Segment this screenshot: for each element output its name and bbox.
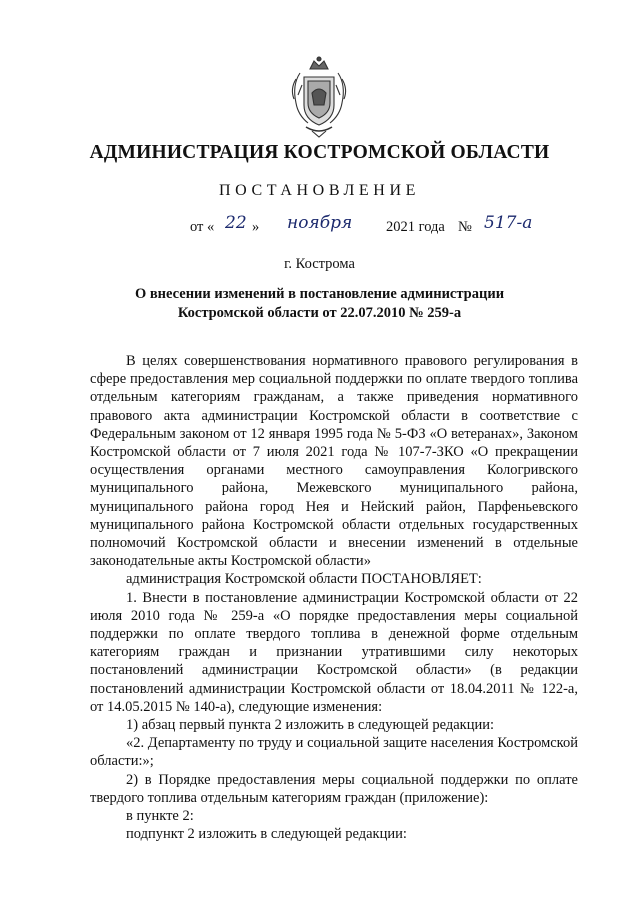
coat-of-arms-icon: [288, 55, 350, 140]
paragraph-subitem-1: 1) абзац первый пункта 2 изложить в следующей редакции:: [126, 717, 495, 734]
title-line: Костромской области от 22.07.2010 № 259-а: [177, 305, 462, 321]
city: г. Кострома: [284, 256, 355, 272]
document-body: [90, 352, 578, 843]
paragraph-subitem-2: 2) в Порядке предоставления меры социальной поддержки по оплате твердого топлива отдельным категориям граждан (приложение):: [90, 771, 578, 806]
document-number: 517-а: [484, 213, 533, 233]
paragraph-subpoint-2: подпункт 2 изложить в следующей редакции:: [126, 826, 407, 843]
date-line: [0, 213, 639, 239]
document-type: ПОСТАНОВЛЕНИЕ: [219, 182, 420, 199]
paragraph-resolves: администрация Костромской области ПОСТАНОВЛЯЕТ:: [126, 571, 482, 588]
title-line: О внесении изменений в постановление администрации: [134, 286, 505, 302]
date-month: ноября: [287, 213, 353, 233]
date-day: 22: [225, 213, 247, 233]
document-title: [100, 285, 539, 323]
paragraph-point-2: в пункте 2:: [126, 808, 194, 825]
paragraph-item-1: 1. Внести в постановление администрации Костромской области от 22 июля 2010 года № 259-а «О порядке предоставления меры социальной поддержки по оплате твердого топлива в денежной форме отдельным категориям граждан и признании утратившими силу некоторых постановлений администрации Костромской области» (в редакции постановлений администрации Костромской области от 18.04.2011 № 122-а, от 14.05.2015 № 140-а), следующие изменения:: [90, 589, 578, 715]
date-prefix: от «: [190, 219, 215, 235]
date-day-suffix: »: [252, 219, 260, 235]
paragraph-preamble: В целях совершенствования нормативного правового регулирования в сфере предоставления мер социальной поддержки по оплате твердого топлива отдельным категориям гражданам, а также приведения нормативного правового акта администрации Костромской области в соответствие с Федеральным законом от 12 января 1995 года № 5-ФЗ «О ветеранах», Законом Костромской области от 7 июля 2021 года № 107-7-ЗКО «О прекращении осуществления органами местного самоуправления Кологривского муниципального района, Межевского муниципального района, муниципального района город Нея и Нейский район, Парфеньевского муниципального района Костромской области отдельных государственных полномочий Костромской области и внесении изменений в отдельные законодательные акты Костромской области»: [90, 353, 578, 570]
paragraph-quote: «2. Департаменту по труду и социальной защите населения Костромской области:»;: [90, 735, 578, 770]
date-year: 2021 года: [386, 219, 445, 235]
organization-name: АДМИНИСТРАЦИЯ КОСТРОМСКОЙ ОБЛАСТИ: [89, 142, 550, 163]
number-label: №: [458, 219, 472, 235]
